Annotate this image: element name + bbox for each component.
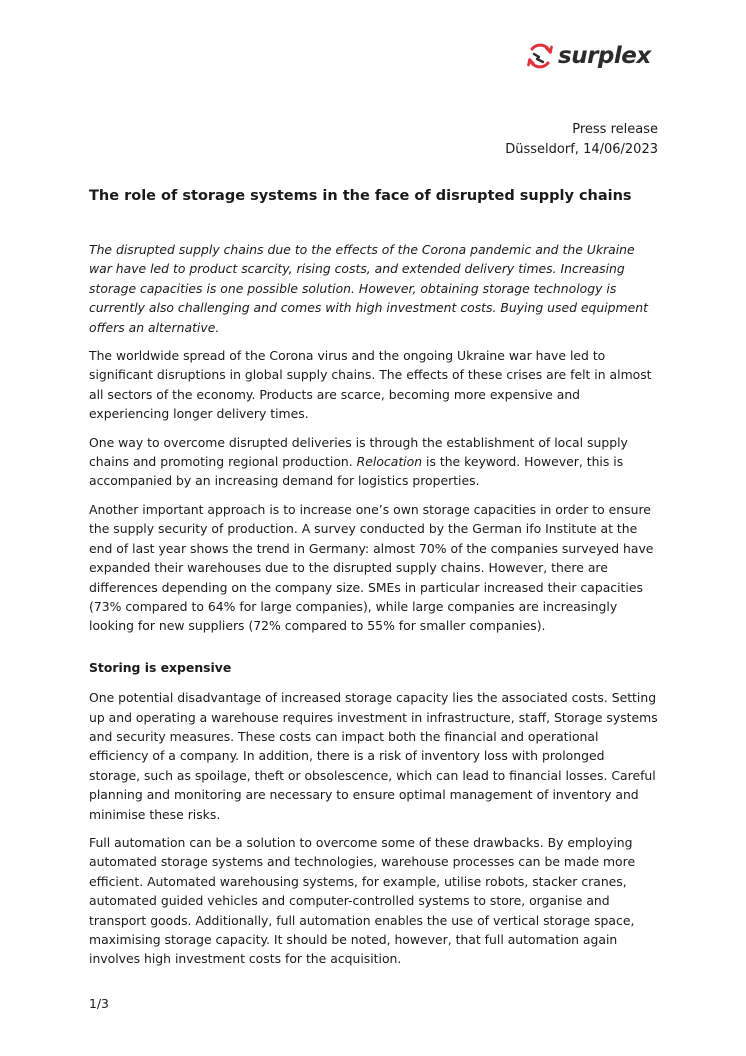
page-number: 1/3 [89,996,109,1011]
paragraph-5: Full automation can be a solution to overcome some of these drawbacks. By employing automated storage systems and technologies, warehouse processes can be made more efficient. Automated warehousing systems, for example, utilise robots, stacker cranes, automated guided vehicles and computer-controlled systems to store, organise and transport goods. Additionally, full automation enables the use of vertical storage space, maximising storage capacity. It should be noted, however, that full automation again involves high investment costs for the acquisition. [89,834,636,967]
lead-paragraph: The disrupted supply chains due to the effects of the Corona pandemic and the Ukraine war have led to product scarcity, rising costs, and extended delivery times. Increasing storage capacities is one possible solution. However, obtaining storage technology is currently also challenging and comes with high investment costs. Buying used equipment offers an alternative. [89,242,648,335]
section-heading: Storing is expensive [89,659,232,675]
brand-name: surplex [558,43,651,69]
paragraph-3: Another important approach is to increase one’s own storage capacities in order to ensure the supply security of production. A survey conducted by the German ifo Institute at the end of last year shows the trend in Germany: almost 70% of the companies surveyed have expanded their warehouses due to the disrupted supply chains. However, there are differences depending on the company size. SMEs in particular increased their capacities (73% compared to 64% for large companies), while large companies are increasingly looking for new suppliers (72% compared to 55% for smaller companies). [89,501,654,634]
paragraph-4: One potential disadvantage of increased storage capacity lies the associated costs. Setting up and operating a warehouse requires investment in infrastructure, staff, Storage systems and security measures. These costs can impact both the financial and operational efficiency of a company. In addition, there is a risk of inventory loss with prolonged storage, such as spoilage, theft or obsolescence, which can lead to financial losses. Careful planning and monitoring are necessary to ensure optimal management of inventory and minimise these risks. [89,690,658,822]
paragraph-2-start: One way to overcome disrupted deliveries is through the establishment of local supply chains and promoting regional production. [89,434,628,470]
page-title: The role of storage systems in the face of disrupted supply chains [89,188,632,204]
surplex-logo-icon [526,42,554,70]
press-meta [505,120,658,160]
paragraph-2-end: is the keyword. However, this is accompanied by an increasing demand for logistics properties. [89,454,624,489]
relocation-keyword: Relocation [356,454,423,470]
document-type: Press release [572,122,658,137]
place-date: Düsseldorf, 14/06/2023 [505,142,658,157]
paragraph-1: The worldwide spread of the Corona virus and the ongoing Ukraine war have led to significant disruptions in global supply chains. The effects of these crises are felt in almost all sectors of the economy. Products are scarce, becoming more expensive and experiencing longer delivery times. [89,348,652,422]
article-body [89,240,659,978]
paragraph-2 [89,433,659,491]
surplex-logo [526,42,651,70]
